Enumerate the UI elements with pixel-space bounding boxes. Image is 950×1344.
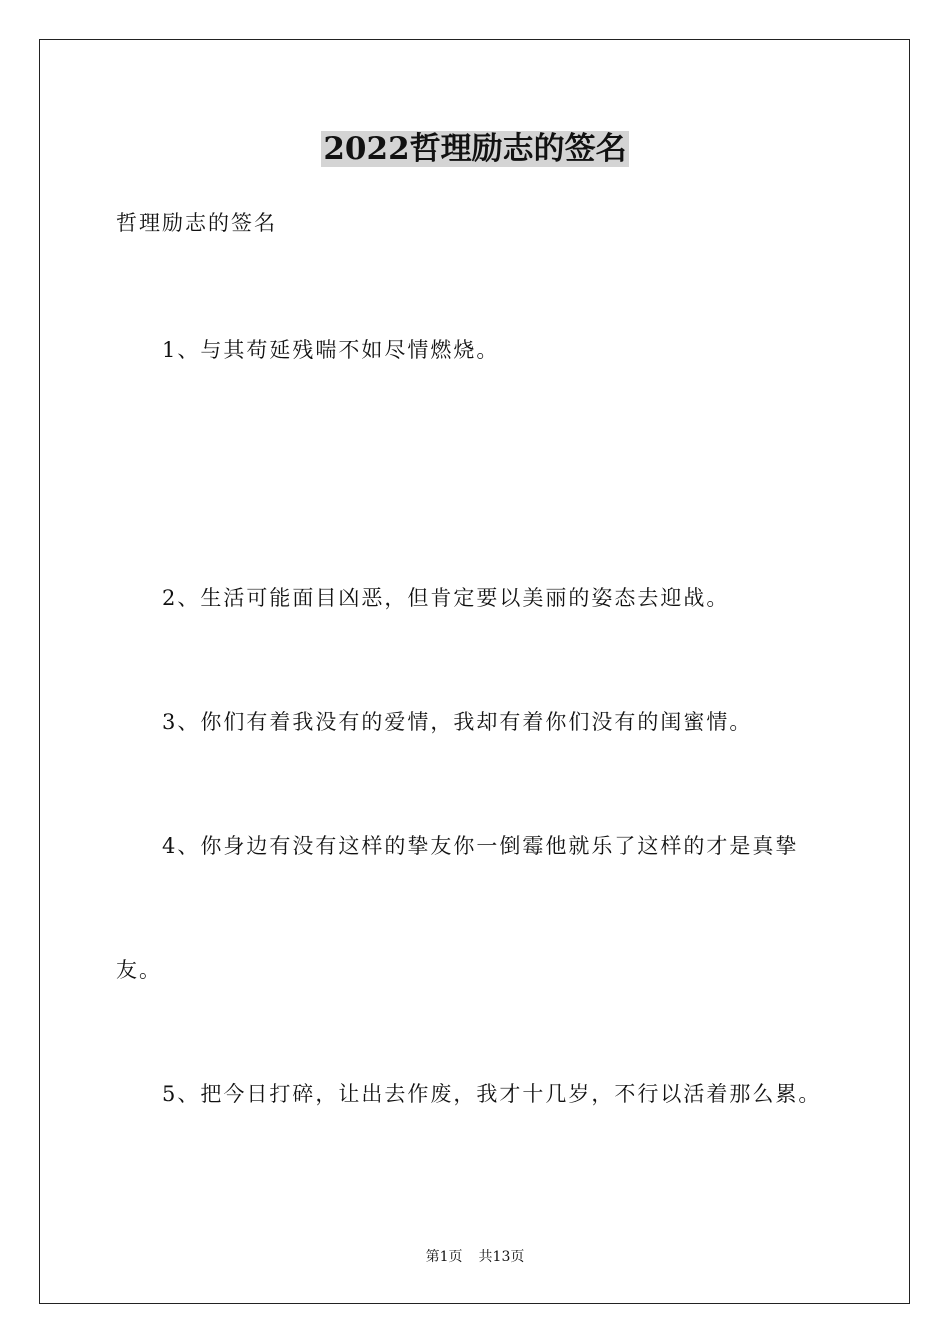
document-subtitle: 哲理励志的签名 — [116, 211, 277, 235]
page-number-total: 共13页 — [478, 1249, 525, 1265]
paragraph-4-continued: 友。 — [116, 958, 162, 982]
document-title-text: 2022哲理励志的签名 — [323, 131, 627, 167]
paragraph-3: 3、你们有着我没有的爱情，我却有着你们没有的闺蜜情。 — [162, 710, 753, 734]
document-title — [0, 127, 950, 171]
paragraph-5: 5、把今日打碎，让出去作废，我才十几岁，不行以活着那么累。 — [162, 1082, 822, 1106]
page-footer — [0, 1247, 950, 1267]
page-number-current: 第1页 — [425, 1249, 463, 1265]
paragraph-1: 1、与其苟延残喘不如尽情燃烧。 — [162, 338, 500, 362]
paragraph-2: 2、生活可能面目凶恶，但肯定要以美丽的姿态去迎战。 — [162, 586, 730, 610]
paragraph-4: 4、你身边有没有这样的挚友你一倒霉他就乐了这样的才是真挚 — [162, 834, 799, 858]
